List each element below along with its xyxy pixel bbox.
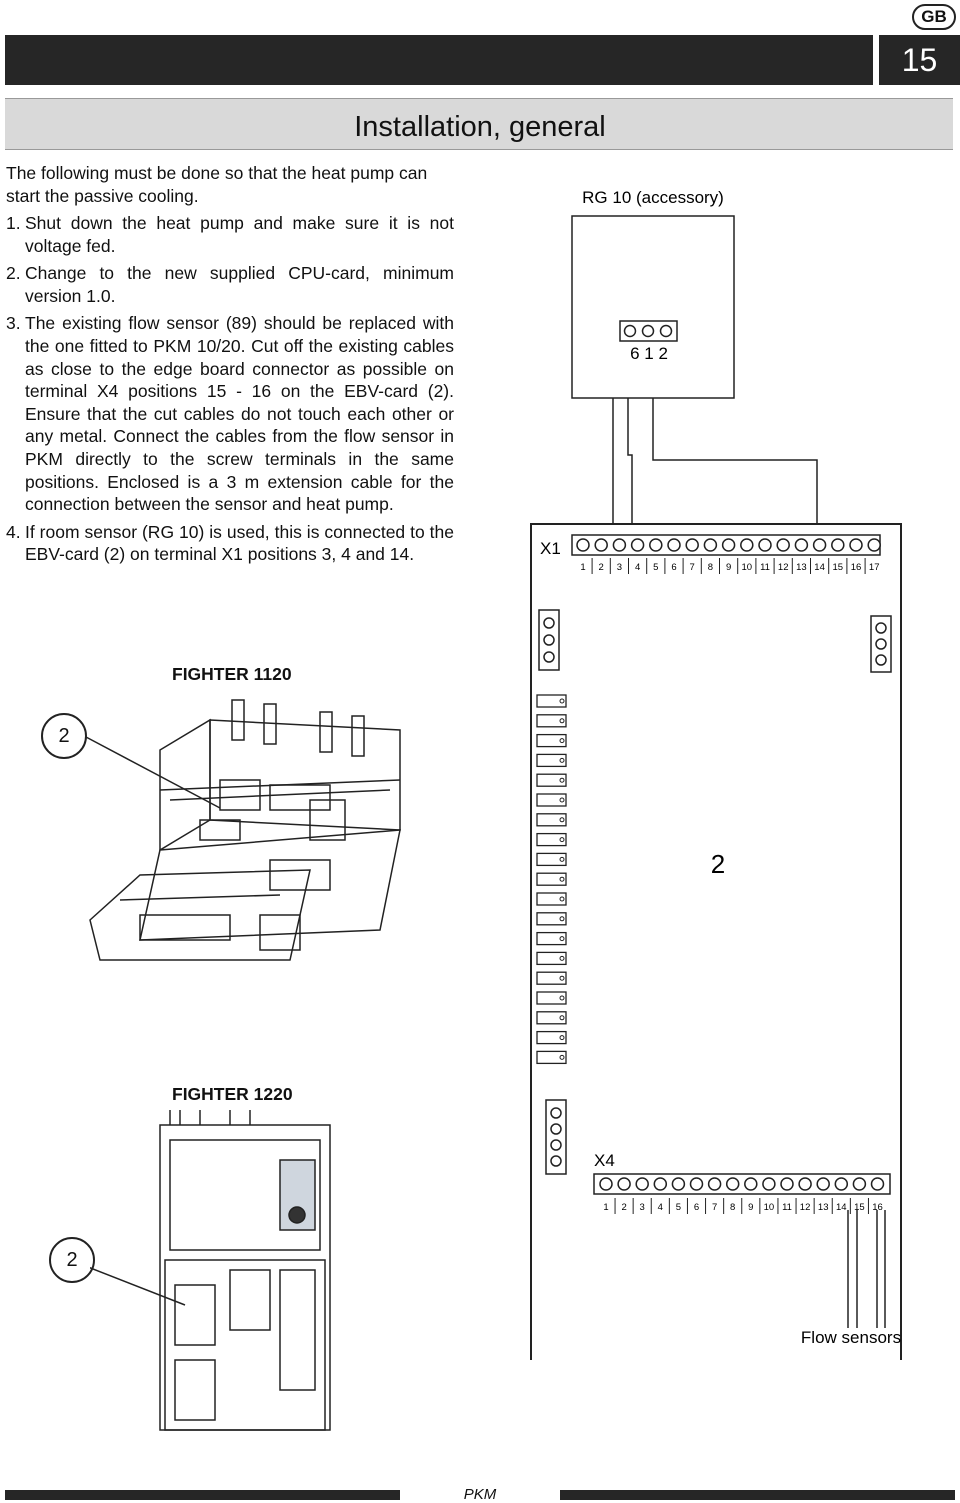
x4-position-label: 6 [693, 1202, 700, 1213]
x1-position-label: 4 [634, 562, 641, 573]
x1-position-label: 15 [832, 562, 844, 573]
x4-position-label: 11 [782, 1202, 792, 1213]
fighter-1220-label: FIGHTER 1220 [172, 1084, 293, 1104]
x4-position-label: 12 [799, 1202, 811, 1213]
x1-position-label: 9 [725, 562, 732, 573]
edge-connector-pin [537, 873, 566, 885]
step-number: 2. [6, 263, 21, 284]
ebv-card-board [531, 524, 901, 1360]
x4-position-label: 13 [817, 1202, 829, 1213]
steps-list [6, 212, 454, 571]
step-number: 1. [6, 213, 21, 233]
x4-screw [853, 1178, 865, 1190]
wiring-diagram [520, 180, 960, 1360]
x1-position-label: 1 [580, 562, 586, 573]
x4-position-label: 5 [675, 1202, 682, 1213]
x1-label: X1 [540, 539, 561, 558]
x4-screw [618, 1178, 630, 1190]
x4-screw [709, 1178, 721, 1190]
x1-position-label: 11 [760, 562, 770, 573]
footer-text: PKM [463, 1486, 497, 1503]
step-text: The existing flow sensor (89) should be replaced with the one fitted to PKM 10/20. Cut off the existing cables as close to the edge board connector as possible on terminal X4 positions 15 - 16 on the EBV-card (2). Ensure that the cut cables do not touch each other or any metal. Connect the cables from the flow sensor in PKM directly to the screw terminals in the same positions. Enclosed is a 3 m extension cable for the connection between the sensor and heat pump. [25, 313, 454, 515]
x4-screw [835, 1178, 847, 1190]
fighter-1120-label: FIGHTER 1120 [172, 664, 292, 684]
x1-screw [850, 539, 862, 551]
x4-screw [817, 1178, 829, 1190]
x1-screw [832, 539, 844, 551]
step-item [6, 212, 454, 257]
x1-screw [650, 539, 662, 551]
x1-screw [723, 539, 735, 551]
x4-position-label: 10 [763, 1202, 775, 1213]
page-title: Installation, general [354, 111, 606, 143]
x4-screw [745, 1178, 757, 1190]
x1-screws [577, 539, 880, 551]
x1-position-label: 5 [653, 562, 659, 573]
x1-screw [668, 539, 680, 551]
rg10-cables [613, 398, 817, 535]
x1-screw [795, 539, 807, 551]
x1-screw [814, 539, 826, 551]
x1-screw [759, 539, 771, 551]
flow-sensors-label: Flow sensors [800, 1328, 902, 1347]
x1-position-label: 13 [796, 562, 807, 573]
step-item [6, 262, 454, 307]
fighter-1120-illustration [80, 690, 410, 1020]
edge-connector-pin [537, 853, 566, 865]
x1-position-label: 14 [814, 562, 825, 573]
x1-position-label: 16 [850, 562, 862, 573]
step-item [6, 521, 454, 566]
x4-position-label: 15 [854, 1202, 865, 1213]
x1-screw [595, 539, 607, 551]
board-callout: 2 [710, 849, 726, 879]
rg10-box [572, 216, 734, 398]
edge-connector-pin [537, 933, 566, 945]
x1-position-label: 10 [741, 562, 753, 573]
intro-text: The following must be done so that the heat pump can start the passive cooling. [6, 163, 428, 206]
x4-position-label: 9 [748, 1202, 754, 1213]
edge-connector-pin [537, 735, 566, 747]
fighter-1220-callout: 2 [49, 1237, 95, 1283]
x4-screw [781, 1178, 793, 1190]
x4-screw [872, 1178, 884, 1190]
x4-position-label: 7 [711, 1202, 718, 1213]
edge-connector-pin [537, 952, 566, 964]
edge-connector-pin [537, 794, 566, 806]
edge-connector-pin [537, 913, 566, 925]
x4-position-label: 8 [730, 1202, 736, 1213]
step-number: 4. [6, 521, 21, 542]
edge-connector-pin [537, 992, 566, 1004]
x1-position-label: 8 [707, 562, 714, 573]
edge-connector-pin [537, 695, 566, 707]
edge-connector-pin [537, 1032, 566, 1044]
footer-bar-left [5, 1490, 400, 1500]
edge-connector-pin [537, 1051, 566, 1063]
x4-screw [600, 1178, 612, 1190]
x4-position-label: 2 [621, 1202, 627, 1213]
x1-screw [686, 539, 698, 551]
edge-connector-pin [537, 715, 566, 727]
footer-bar-right [560, 1490, 955, 1500]
step-number: 3. [6, 313, 21, 334]
x1-position-label: 17 [868, 562, 880, 573]
x1-position-label: 2 [598, 562, 604, 573]
fighter-1220-illustration [90, 1110, 340, 1435]
x4-position-label: 3 [639, 1202, 645, 1213]
edge-connector-pin [537, 893, 566, 905]
rg10-terminals: 6 1 2 [630, 344, 668, 363]
edge-connector-pin [537, 972, 566, 984]
x4-position-label: 1 [603, 1202, 609, 1213]
step-text: Shut down the heat pump and make sure it is not voltage fed. [25, 213, 454, 256]
x4-screw [636, 1178, 648, 1190]
x1-position-label: 6 [671, 562, 677, 573]
x1-screw [868, 539, 880, 551]
x1-screw [632, 539, 644, 551]
x4-screw [691, 1178, 703, 1190]
x1-screw [777, 539, 789, 551]
edge-connector-pin [537, 1012, 566, 1024]
x4-screw [654, 1178, 666, 1190]
edge-connector-pin [537, 754, 566, 766]
x1-screw [704, 539, 716, 551]
x4-screw [672, 1178, 684, 1190]
rg10-label: RG 10 (accessory) [582, 188, 724, 207]
x1-position-label: 7 [689, 562, 695, 573]
x4-screw [727, 1178, 739, 1190]
edge-connector-pin [537, 814, 566, 826]
x1-position-label: 12 [777, 562, 789, 573]
step-text: Change to the new supplied CPU-card, minimum version 1.0. [25, 263, 454, 306]
x1-screw [613, 539, 625, 551]
x4-screw [799, 1178, 811, 1190]
x1-position-label: 3 [616, 562, 623, 573]
x4-position-label: 14 [836, 1202, 847, 1213]
x4-position-label: 16 [872, 1202, 883, 1213]
x1-screw [577, 539, 589, 551]
fighter-1120-callout: 2 [41, 713, 87, 759]
step-item [6, 312, 454, 515]
edge-connector-pin [537, 834, 566, 846]
header-bar [5, 35, 873, 85]
rg10-terminal-block [620, 321, 677, 341]
language-badge: GB [912, 4, 956, 30]
edge-connector-pin [537, 774, 566, 786]
x1-screw [741, 539, 753, 551]
step-text: If room sensor (RG 10) is used, this is connected to the EBV-card (2) on terminal X1 positions 3, 4 and 14. [25, 521, 454, 565]
x4-label: X4 [594, 1151, 615, 1170]
x4-screw [763, 1178, 775, 1190]
x4-position-label: 4 [657, 1202, 663, 1213]
page-number: 15 [879, 35, 960, 85]
